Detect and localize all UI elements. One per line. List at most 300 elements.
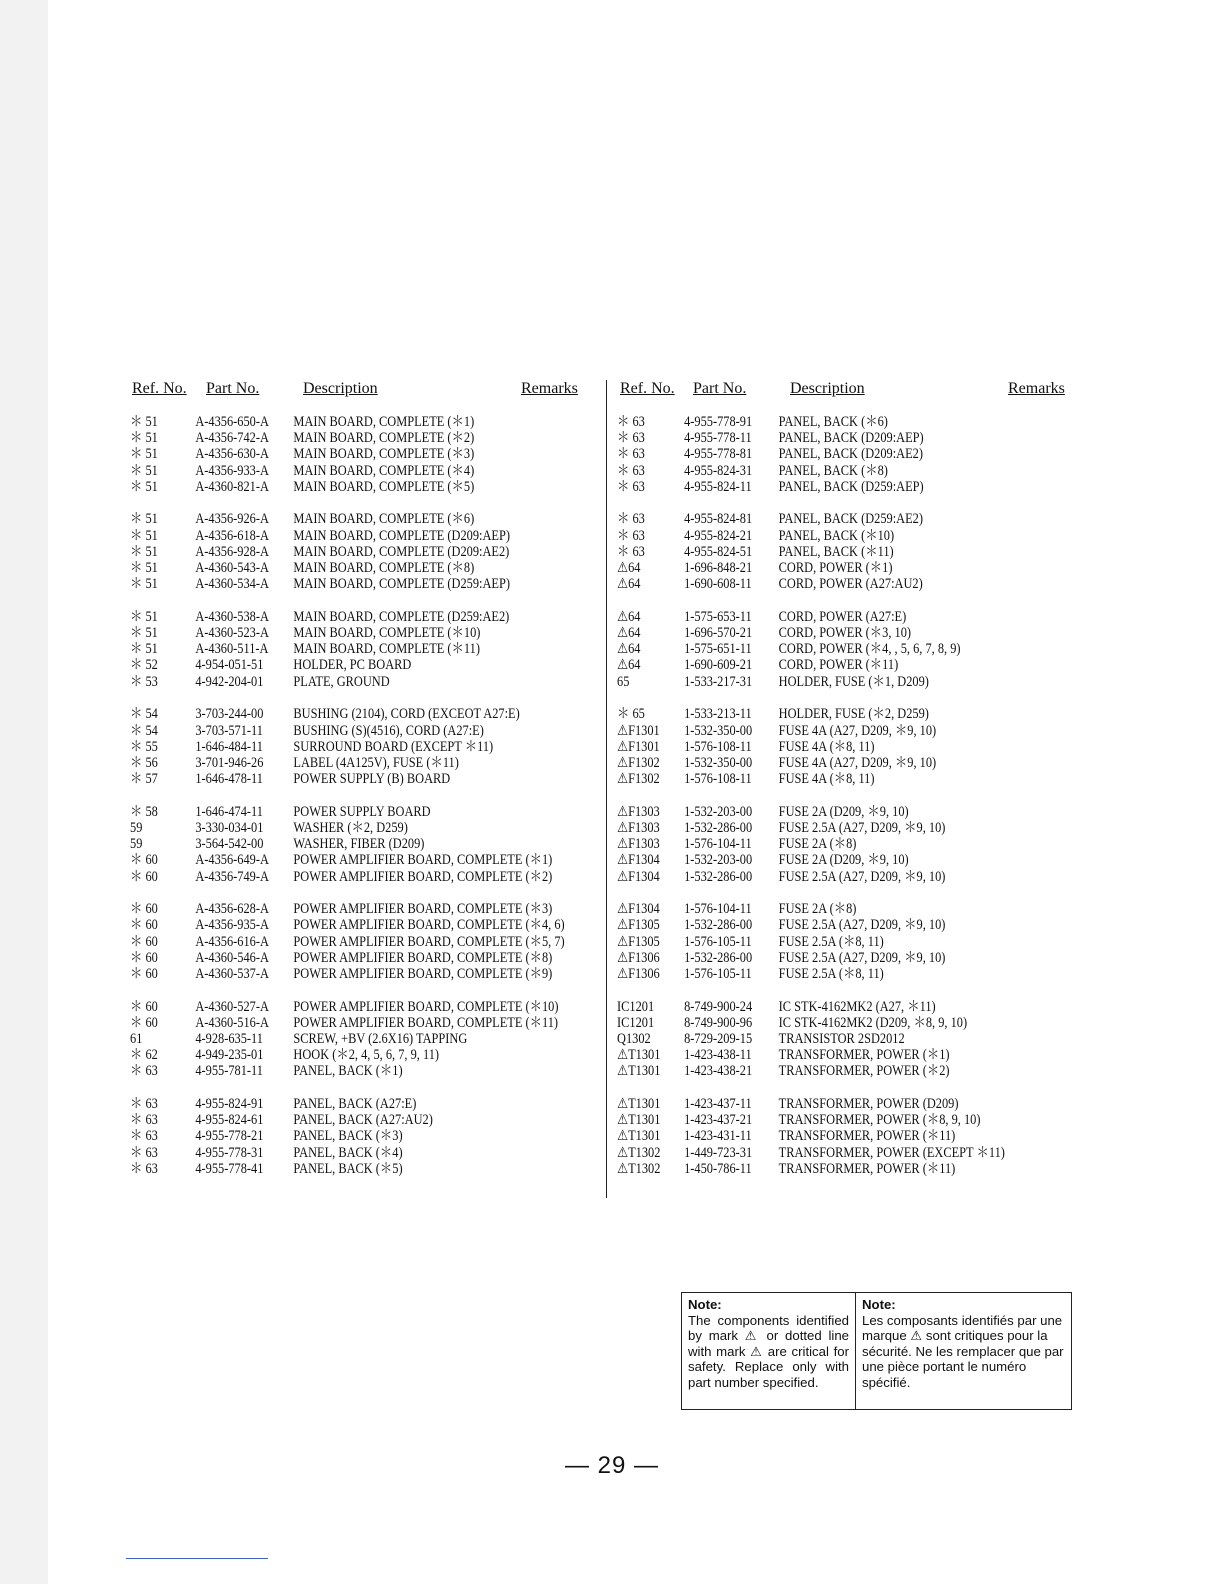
description-cell: WASHER (＊2, D259) <box>293 819 408 836</box>
table-row <box>617 576 1008 592</box>
page-number: — 29 — <box>564 1452 660 1479</box>
ref-no-cell: 59 <box>130 836 143 853</box>
part-no-cell: A-4356-650-A <box>195 414 269 430</box>
part-no-cell: 1-532-203-00 <box>684 803 753 820</box>
description-cell: SCREW, +BV (2.6X16) TAPPING <box>293 1031 468 1047</box>
ref-no-cell: ＊ 62 <box>130 1047 158 1064</box>
table-row <box>130 739 522 755</box>
header-part-no: Part No. <box>206 380 260 397</box>
description-cell: MAIN BOARD, COMPLETE (D259:AE2) <box>293 608 510 625</box>
description-cell: PANEL, BACK (＊11) <box>778 543 894 560</box>
header-ref-no: Ref. No. <box>132 380 187 397</box>
table-row <box>617 999 1008 1015</box>
table-row <box>130 917 565 934</box>
ref-no-cell: ⚠64 <box>617 657 641 674</box>
ref-no-cell: ＊ 52 <box>130 657 158 674</box>
ref-no-cell: ＊ 60 <box>130 998 158 1015</box>
table-row <box>130 511 522 527</box>
part-no-cell: 1-423-437-11 <box>684 1096 752 1113</box>
description-cell: PANEL, BACK (＊1) <box>293 1063 403 1080</box>
table-row <box>130 1047 522 1063</box>
part-no-cell: A-4356-926-A <box>195 511 269 528</box>
part-no-cell: 1-576-108-11 <box>684 738 752 755</box>
ref-no-cell: Q1302 <box>617 1031 651 1047</box>
part-no-cell: 1-576-104-11 <box>684 836 752 853</box>
ref-no-cell: ⚠F1306 <box>617 965 660 982</box>
part-no-cell: A-4356-628-A <box>195 901 269 918</box>
table-row <box>130 446 522 462</box>
description-cell: TRANSFORMER, POWER (＊11) <box>778 1160 956 1177</box>
ref-no-cell: IC1201 <box>617 1014 655 1031</box>
table-row <box>130 998 559 1015</box>
part-no-cell: 4-955-824-11 <box>684 478 752 495</box>
table-row <box>617 771 1008 787</box>
ref-no-cell: ＊ 60 <box>130 901 158 918</box>
column-header <box>130 378 586 404</box>
ref-no-cell: ＊ 60 <box>130 949 158 966</box>
description-cell: BUSHING (S)(4516), CORD (A27:E) <box>293 722 484 739</box>
description-cell: FUSE 2.5A (A27, D209, ＊9, 10) <box>778 868 946 885</box>
description-cell: PLATE, GROUND <box>293 673 390 690</box>
description-cell: FUSE 2.5A (A27, D209, ＊9, 10) <box>778 917 946 934</box>
safety-note-english <box>682 1293 856 1409</box>
description-cell: TRANSFORMER, POWER (＊11) <box>778 1128 956 1145</box>
table-row <box>617 723 1008 739</box>
table-row <box>617 657 1008 673</box>
footer-rule <box>126 1558 268 1559</box>
note-title-fr: Note: <box>862 1297 896 1312</box>
ref-no-cell: ⚠F1301 <box>617 722 660 739</box>
header-ref-no: Ref. No. <box>620 380 675 397</box>
part-no-cell: A-4360-821-A <box>195 478 269 495</box>
table-row <box>130 641 522 657</box>
table-row <box>617 966 1008 982</box>
table-row <box>617 755 1008 771</box>
description-cell: SURROUND BOARD (EXCEPT ＊11) <box>293 738 494 755</box>
ref-no-cell: ＊ 60 <box>130 852 158 869</box>
note-text-en: The components identified by mark ⚠ or dotted line with mark ⚠ are critical for safety. Replace only with part number specified. <box>688 1312 849 1390</box>
part-no-cell: 1-532-203-00 <box>684 852 753 869</box>
ref-no-cell: ⚠T1302 <box>617 1144 661 1161</box>
table-row <box>130 1031 522 1047</box>
description-cell: MAIN BOARD, COMPLETE (D259:AEP) <box>293 576 510 593</box>
description-cell: MAIN BOARD, COMPLETE (＊8) <box>293 560 475 576</box>
part-no-cell: A-4360-534-A <box>195 576 269 593</box>
table-row <box>130 674 522 690</box>
description-cell: HOLDER, PC BOARD <box>293 657 412 674</box>
description-cell: FUSE 4A (＊8, 11) <box>778 771 875 788</box>
description-cell: POWER AMPLIFIER BOARD, COMPLETE (＊11) <box>293 1014 559 1031</box>
part-no-cell: A-4356-749-A <box>195 868 269 885</box>
ref-no-cell: ＊ 51 <box>130 625 158 642</box>
table-row <box>130 544 522 560</box>
description-cell: MAIN BOARD, COMPLETE (＊2) <box>293 430 475 447</box>
table-row <box>617 1145 1008 1161</box>
description-cell: MAIN BOARD, COMPLETE (＊4) <box>293 462 475 479</box>
table-row <box>130 528 522 544</box>
part-no-cell: 4-955-778-31 <box>195 1144 264 1161</box>
part-no-cell: 1-696-848-21 <box>684 560 753 576</box>
table-row <box>130 1145 522 1161</box>
table-row <box>617 706 1008 722</box>
parts-rows-left <box>130 414 586 1177</box>
column-divider <box>606 380 607 1198</box>
ref-no-cell: ＊ 51 <box>130 478 158 495</box>
description-cell: HOOK (＊2, 4, 5, 6, 7, 9, 11) <box>293 1047 440 1064</box>
part-no-cell: 4-949-235-01 <box>195 1047 264 1064</box>
part-no-cell: 1-646-474-11 <box>195 803 263 820</box>
description-cell: TRANSFORMER, POWER (D209) <box>778 1096 959 1113</box>
part-no-cell: 1-575-653-11 <box>684 608 752 625</box>
part-no-cell: 1-532-286-00 <box>684 917 753 934</box>
part-no-cell: 1-532-286-00 <box>684 949 753 966</box>
part-no-cell: 1-646-484-11 <box>195 738 263 755</box>
table-row <box>130 430 522 446</box>
column-header <box>617 378 1072 404</box>
part-no-cell: 4-955-778-41 <box>195 1160 264 1177</box>
part-no-cell: 1-576-104-11 <box>684 901 752 918</box>
part-no-cell: 1-575-651-11 <box>684 641 752 658</box>
ref-no-cell: ⚠64 <box>617 608 641 625</box>
description-cell: FUSE 2.5A (＊8, 11) <box>778 933 884 950</box>
table-row <box>130 576 522 592</box>
description-cell: CORD, POWER (＊1) <box>778 560 893 576</box>
description-cell: POWER AMPLIFIER BOARD, COMPLETE (＊4, 6) <box>293 917 565 934</box>
header-description: Description <box>790 380 865 397</box>
description-cell: PANEL, BACK (＊5) <box>293 1160 403 1177</box>
ref-no-cell: ⚠64 <box>617 560 641 576</box>
header-description: Description <box>303 380 378 397</box>
part-no-cell: 1-423-431-11 <box>684 1128 752 1145</box>
table-row <box>617 1128 1008 1144</box>
part-no-cell: 1-576-108-11 <box>684 771 752 788</box>
table-row <box>617 869 1008 885</box>
description-cell: PANEL, BACK (＊8) <box>778 462 888 479</box>
table-row <box>130 836 522 852</box>
ref-no-cell: ＊ 51 <box>130 608 158 625</box>
part-no-cell: 1-423-438-11 <box>684 1047 752 1064</box>
table-row <box>617 463 1008 479</box>
parts-rows-right <box>617 414 1072 1177</box>
part-no-cell: A-4356-618-A <box>195 527 269 544</box>
table-row <box>617 820 1008 836</box>
description-cell: MAIN BOARD, COMPLETE (＊10) <box>293 625 481 642</box>
ref-no-cell: ⚠F1303 <box>617 819 660 836</box>
table-row <box>617 560 1008 576</box>
ref-no-cell: ⚠T1302 <box>617 1160 661 1177</box>
table-row <box>130 965 553 982</box>
description-cell: PANEL, BACK (＊4) <box>293 1144 403 1161</box>
ref-no-cell: ＊ 63 <box>617 462 645 479</box>
ref-no-cell: ＊ 60 <box>130 917 158 934</box>
ref-no-cell: ＊ 51 <box>130 543 158 560</box>
part-no-cell: A-4360-537-A <box>195 965 269 982</box>
description-cell: CORD, POWER (A27:E) <box>778 608 907 625</box>
part-no-cell: A-4360-546-A <box>195 949 269 966</box>
ref-no-cell: 59 <box>130 819 143 836</box>
part-no-cell: 1-533-217-31 <box>684 673 753 690</box>
part-no-cell: 8-729-209-15 <box>684 1031 753 1047</box>
ref-no-cell: ⚠F1302 <box>617 754 660 771</box>
part-no-cell: A-4356-630-A <box>195 446 269 463</box>
table-row <box>130 1063 522 1079</box>
description-cell: FUSE 2A (D209, ＊9, 10) <box>778 852 909 869</box>
part-no-cell: 3-564-542-00 <box>195 836 264 853</box>
description-cell: CORD, POWER (A27:AU2) <box>778 576 923 593</box>
description-cell: POWER AMPLIFIER BOARD, COMPLETE (＊2) <box>293 868 553 885</box>
ref-no-cell: ＊ 51 <box>130 414 158 430</box>
part-no-cell: 4-955-824-81 <box>684 511 753 528</box>
description-cell: POWER SUPPLY (B) BOARD <box>293 771 451 788</box>
parts-column-left <box>130 378 586 1177</box>
ref-no-cell: ＊ 56 <box>130 754 158 771</box>
part-no-cell: 4-955-778-91 <box>684 414 753 430</box>
part-no-cell: 3-703-244-00 <box>195 706 264 723</box>
table-row <box>130 1014 559 1031</box>
part-no-cell: A-4360-543-A <box>195 560 269 576</box>
table-row <box>130 949 553 966</box>
ref-no-cell: ⚠F1303 <box>617 803 660 820</box>
description-cell: PANEL, BACK (D209:AEP) <box>778 430 924 447</box>
ref-no-cell: ＊ 51 <box>130 511 158 528</box>
ref-no-cell: ⚠F1306 <box>617 949 660 966</box>
table-row <box>617 479 1008 495</box>
ref-no-cell: ⚠T1301 <box>617 1047 661 1064</box>
table-row <box>130 868 553 885</box>
part-no-cell: 4-955-824-21 <box>684 527 753 544</box>
table-row <box>617 1047 1008 1063</box>
description-cell: PANEL, BACK (A27:AU2) <box>293 1112 433 1129</box>
table-row <box>617 917 1008 933</box>
description-cell: MAIN BOARD, COMPLETE (D209:AE2) <box>293 543 510 560</box>
part-no-cell: 4-954-051-51 <box>195 657 264 674</box>
part-no-cell: 1-690-609-21 <box>684 657 753 674</box>
ref-no-cell: ＊ 53 <box>130 673 158 690</box>
table-row <box>617 1112 1008 1128</box>
ref-no-cell: ＊ 51 <box>130 641 158 658</box>
table-row <box>617 1031 1008 1047</box>
ref-no-cell: ＊ 51 <box>130 560 158 576</box>
table-row <box>130 463 522 479</box>
ref-no-cell: ＊ 63 <box>130 1128 158 1145</box>
header-remarks: Remarks <box>1008 380 1065 397</box>
description-cell: TRANSFORMER, POWER (＊8, 9, 10) <box>778 1112 981 1129</box>
table-row <box>617 544 1008 560</box>
ref-no-cell: ⚠64 <box>617 641 641 658</box>
part-no-cell: 1-532-350-00 <box>684 754 753 771</box>
part-no-cell: A-4360-527-A <box>195 998 269 1015</box>
table-row <box>617 836 1008 852</box>
table-row <box>617 804 1008 820</box>
ref-no-cell: ＊ 65 <box>617 706 645 723</box>
table-row <box>130 1096 522 1112</box>
description-cell: POWER AMPLIFIER BOARD, COMPLETE (＊8) <box>293 949 553 966</box>
part-no-cell: 3-330-034-01 <box>195 819 264 836</box>
part-no-cell: 8-749-900-24 <box>684 998 753 1015</box>
part-no-cell: 4-955-824-51 <box>684 543 753 560</box>
description-cell: HOLDER, FUSE (＊1, D209) <box>778 673 929 690</box>
ref-no-cell: IC1201 <box>617 998 655 1015</box>
part-no-cell: 1-533-213-11 <box>684 706 752 723</box>
part-no-cell: A-4356-742-A <box>195 430 269 447</box>
part-no-cell: 8-749-900-96 <box>684 1014 753 1031</box>
part-no-cell: 1-646-478-11 <box>195 771 263 788</box>
part-no-cell: 3-701-946-26 <box>195 754 264 771</box>
description-cell: PANEL, BACK (＊6) <box>778 414 888 430</box>
ref-no-cell: ＊ 55 <box>130 738 158 755</box>
description-cell: PANEL, BACK (D259:AE2) <box>778 511 923 528</box>
table-row <box>130 479 522 495</box>
ref-no-cell: ＊ 63 <box>617 543 645 560</box>
ref-no-cell: ⚠64 <box>617 625 641 642</box>
description-cell: TRANSFORMER, POWER (＊1) <box>778 1047 950 1064</box>
ref-no-cell: ＊ 51 <box>130 527 158 544</box>
part-no-cell: A-4360-538-A <box>195 608 269 625</box>
part-no-cell: 4-955-778-11 <box>684 430 752 447</box>
description-cell: PANEL, BACK (＊10) <box>778 527 895 544</box>
description-cell: LABEL (4A125V), FUSE (＊11) <box>293 754 459 771</box>
ref-no-cell: ⚠F1303 <box>617 836 660 853</box>
ref-no-cell: ⚠T1301 <box>617 1063 661 1080</box>
ref-no-cell: ＊ 63 <box>617 414 645 430</box>
table-row <box>617 1063 1008 1079</box>
table-row <box>617 1015 1008 1031</box>
table-row <box>130 625 522 641</box>
ref-no-cell: ＊ 51 <box>130 446 158 463</box>
table-row <box>617 641 1008 657</box>
ref-no-cell: ＊ 63 <box>617 446 645 463</box>
table-row <box>617 950 1008 966</box>
ref-no-cell: ⚠F1304 <box>617 868 660 885</box>
table-row <box>617 528 1008 544</box>
ref-no-cell: ＊ 63 <box>130 1063 158 1080</box>
description-cell: POWER AMPLIFIER BOARD, COMPLETE (＊3) <box>293 901 553 918</box>
ref-no-cell: ＊ 60 <box>130 933 158 950</box>
description-cell: WASHER, FIBER (D209) <box>293 836 425 853</box>
part-no-cell: 4-955-824-91 <box>195 1096 264 1113</box>
description-cell: FUSE 2A (＊8) <box>778 901 857 918</box>
part-no-cell: 4-955-781-11 <box>195 1063 263 1080</box>
table-row <box>130 706 522 722</box>
description-cell: FUSE 2.5A (A27, D209, ＊9, 10) <box>778 949 946 966</box>
table-row <box>617 625 1008 641</box>
table-row <box>130 1112 522 1128</box>
part-no-cell: 1-532-286-00 <box>684 819 753 836</box>
note-title-en: Note: <box>688 1297 722 1312</box>
table-row <box>617 414 1008 430</box>
ref-no-cell: ＊ 54 <box>130 706 158 723</box>
table-row <box>130 1161 522 1177</box>
ref-no-cell: ＊ 63 <box>617 430 645 447</box>
description-cell: TRANSISTOR 2SD2012 <box>778 1031 905 1047</box>
part-no-cell: A-4360-516-A <box>195 1014 269 1031</box>
description-cell: POWER SUPPLY BOARD <box>293 803 431 820</box>
ref-no-cell: ＊ 63 <box>130 1144 158 1161</box>
ref-no-cell: ＊ 60 <box>130 1014 158 1031</box>
ref-no-cell: ⚠F1301 <box>617 738 660 755</box>
description-cell: POWER AMPLIFIER BOARD, COMPLETE (＊1) <box>293 852 553 869</box>
ref-no-cell: ＊ 51 <box>130 576 158 593</box>
description-cell: MAIN BOARD, COMPLETE (＊5) <box>293 478 475 495</box>
description-cell: CORD, POWER (＊11) <box>778 657 899 674</box>
ref-no-cell: ＊ 57 <box>130 771 158 788</box>
description-cell: FUSE 2A (D209, ＊9, 10) <box>778 803 909 820</box>
table-row <box>130 609 522 625</box>
part-no-cell: A-4356-928-A <box>195 543 269 560</box>
part-no-cell: 4-928-635-11 <box>195 1031 263 1047</box>
description-cell: MAIN BOARD, COMPLETE (＊11) <box>293 641 480 658</box>
table-row <box>130 560 522 576</box>
ref-no-cell: ＊ 63 <box>617 478 645 495</box>
ref-no-cell: 61 <box>130 1031 143 1047</box>
table-row <box>617 1096 1008 1112</box>
part-no-cell: 4-955-824-61 <box>195 1112 264 1129</box>
description-cell: CORD, POWER (＊3, 10) <box>778 625 912 642</box>
ref-no-cell: ＊ 63 <box>617 511 645 528</box>
description-cell: MAIN BOARD, COMPLETE (＊3) <box>293 446 475 463</box>
table-row <box>130 933 565 950</box>
description-cell: POWER AMPLIFIER BOARD, COMPLETE (＊5, 7) <box>293 933 565 950</box>
ref-no-cell: ＊ 63 <box>130 1096 158 1113</box>
description-cell: POWER AMPLIFIER BOARD, COMPLETE (＊10) <box>293 998 559 1015</box>
description-cell: PANEL, BACK (D209:AE2) <box>778 446 923 463</box>
note-text-fr: Les composants identifiés par une marque ⚠ sont critiques pour la sécurité. Ne les remplacer que par une pièce portant le numéro spécifié. <box>862 1312 1064 1390</box>
part-no-cell: 4-942-204-01 <box>195 673 264 690</box>
part-no-cell: 1-449-723-31 <box>684 1144 753 1161</box>
part-no-cell: 1-532-350-00 <box>684 722 753 739</box>
ref-no-cell: ＊ 58 <box>130 803 158 820</box>
table-row <box>617 934 1008 950</box>
part-no-cell: A-4360-523-A <box>195 625 269 642</box>
description-cell: FUSE 2A (＊8) <box>778 836 857 853</box>
description-cell: HOLDER, FUSE (＊2, D259) <box>778 706 929 723</box>
description-cell: FUSE 4A (＊8, 11) <box>778 738 875 755</box>
part-no-cell: 1-696-570-21 <box>684 625 753 642</box>
part-no-cell: A-4360-511-A <box>195 641 269 658</box>
header-remarks: Remarks <box>521 380 578 397</box>
ref-no-cell: ⚠T1301 <box>617 1128 661 1145</box>
ref-no-cell: ⚠64 <box>617 576 641 593</box>
part-no-cell: A-4356-616-A <box>195 933 269 950</box>
ref-no-cell: ＊ 54 <box>130 722 158 739</box>
description-cell: PANEL, BACK (A27:E) <box>293 1096 417 1113</box>
part-no-cell: A-4356-649-A <box>195 852 269 869</box>
ref-no-cell: ＊ 60 <box>130 965 158 982</box>
description-cell: MAIN BOARD, COMPLETE (D209:AEP) <box>293 527 510 544</box>
ref-no-cell: ＊ 60 <box>130 868 158 885</box>
description-cell: PANEL, BACK (＊3) <box>293 1128 403 1145</box>
part-no-cell: 4-955-778-21 <box>195 1128 264 1145</box>
safety-note-french <box>856 1293 1071 1409</box>
description-cell: FUSE 2.5A (＊8, 11) <box>778 965 884 982</box>
table-row <box>130 723 522 739</box>
part-no-cell: 1-576-105-11 <box>684 933 752 950</box>
table-row <box>617 674 1008 690</box>
description-cell: FUSE 4A (A27, D209, ＊9, 10) <box>778 722 937 739</box>
scan-margin-shade <box>0 0 48 1584</box>
description-cell: FUSE 4A (A27, D209, ＊9, 10) <box>778 754 937 771</box>
safety-note-box <box>681 1292 1072 1410</box>
ref-no-cell: ＊ 63 <box>617 527 645 544</box>
ref-no-cell: ＊ 63 <box>130 1160 158 1177</box>
ref-no-cell: ⚠F1304 <box>617 901 660 918</box>
description-cell: MAIN BOARD, COMPLETE (＊1) <box>293 414 475 430</box>
description-cell: CORD, POWER (＊4, , 5, 6, 7, 8, 9) <box>778 641 961 658</box>
table-row <box>617 1161 1008 1177</box>
table-row <box>130 657 522 673</box>
table-row <box>617 901 1008 917</box>
ref-no-cell: ＊ 51 <box>130 430 158 447</box>
